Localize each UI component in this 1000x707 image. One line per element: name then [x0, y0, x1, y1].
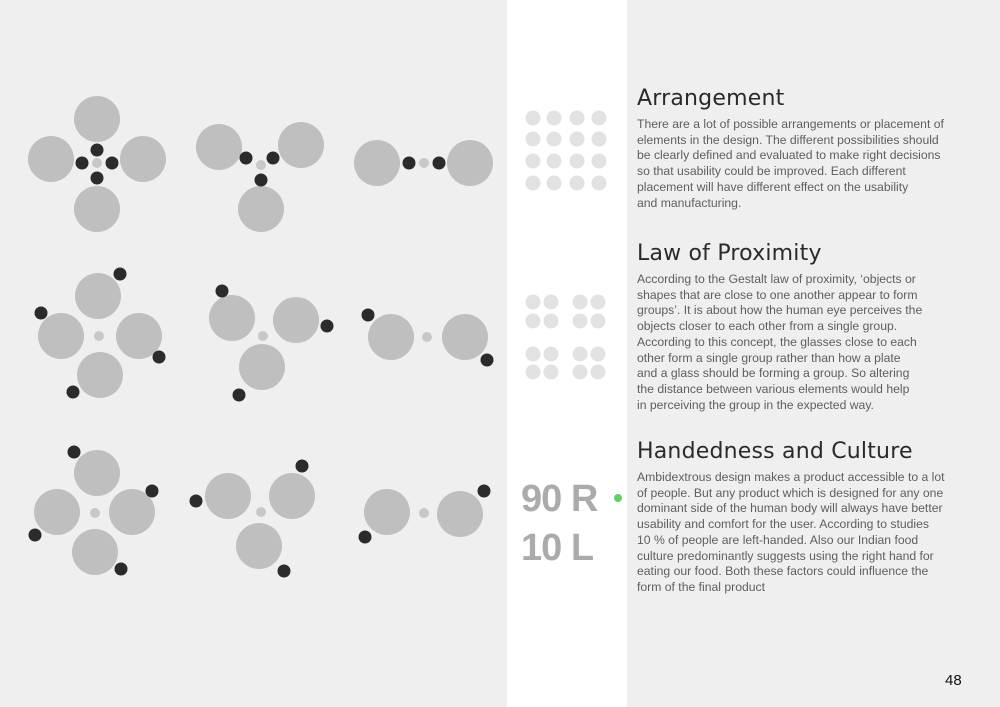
grid-dot [544, 295, 559, 310]
grid-dot [592, 176, 607, 191]
grid-dot [592, 111, 607, 126]
grid-dot [526, 347, 541, 362]
glass-dot [76, 157, 89, 170]
plate-circle [74, 186, 120, 232]
section-arrangement [637, 86, 987, 211]
section-title: Handedness and Culture [637, 439, 913, 464]
grid-dot [573, 295, 588, 310]
table-arrangement-diagram [35, 268, 166, 399]
table-arrangement-diagram [196, 122, 324, 232]
center-dot [90, 508, 100, 518]
plate-circle [74, 450, 120, 496]
middle-strip [507, 0, 627, 707]
grid-dot [570, 154, 585, 169]
grid-dot [547, 111, 562, 126]
grid-dot [526, 132, 541, 147]
plate-circle [74, 96, 120, 142]
glass-dot [255, 174, 268, 187]
clustered-dot-grid [526, 295, 606, 380]
center-dot [419, 508, 429, 518]
section-law-of-proximity [637, 241, 987, 413]
grid-dot [591, 314, 606, 329]
glass-dot [146, 485, 159, 498]
plate-circle [239, 344, 285, 390]
center-dot [256, 160, 266, 170]
plate-circle [75, 273, 121, 319]
plate-circle [238, 186, 284, 232]
center-dot [419, 158, 429, 168]
grid-dot [573, 365, 588, 380]
grid-dot [573, 314, 588, 329]
green-indicator-dot [614, 494, 622, 502]
grid-dot [570, 176, 585, 191]
glass-dot [115, 563, 128, 576]
grid-dot [526, 154, 541, 169]
grid-dot [547, 154, 562, 169]
plate-circle [442, 314, 488, 360]
grid-dot [526, 176, 541, 191]
section-body: According to the Gestalt law of proximity, ‘objects or shapes that are close to one another appear to form groups’. It is about how the human eye perceives the objects closer to each other from a single group. According to this concept, the glasses close to each other form a single group rather than how a plate and a glass should be forming a group. So altering the distance between various elements would help in perceiving the group in the expected way. [637, 272, 923, 412]
plate-circle [72, 529, 118, 575]
center-dot [92, 158, 102, 168]
glass-dot [433, 157, 446, 170]
table-arrangement-diagram [28, 96, 166, 232]
plate-circle [273, 297, 319, 343]
table-arrangement-diagram [359, 485, 491, 544]
glass-dot [216, 285, 229, 298]
grid-dot [547, 176, 562, 191]
glass-dot [67, 386, 80, 399]
glass-dot [296, 460, 309, 473]
grid-dot [591, 347, 606, 362]
grid-dot [526, 111, 541, 126]
section-body: There are a lot of possible arrangements or placement of elements in the design. The different possibilities should be clearly defined and evaluated to make right decisions so that usability could be improved. Each different placement will have different effect on the usability and manufacturing. [637, 117, 944, 210]
right-handed-stat: 90 R [521, 478, 598, 520]
page-number: 48 [945, 672, 962, 689]
glass-dot [153, 351, 166, 364]
glass-dot [68, 446, 81, 459]
plate-circle [38, 313, 84, 359]
table-arrangement-diagram [354, 140, 493, 186]
text-panel [627, 0, 1000, 707]
glass-dot [362, 309, 375, 322]
plate-circle [269, 473, 315, 519]
glass-dot [403, 157, 416, 170]
glass-dot [278, 565, 291, 578]
glass-dot [91, 172, 104, 185]
plate-circle [447, 140, 493, 186]
section-title: Law of Proximity [637, 241, 822, 266]
glass-dot [35, 307, 48, 320]
plate-circle [28, 136, 74, 182]
plate-circle [120, 136, 166, 182]
grid-dot [544, 314, 559, 329]
glass-dot [190, 495, 203, 508]
plate-circle [437, 491, 483, 537]
glass-dot [91, 144, 104, 157]
grid-dot [526, 365, 541, 380]
plate-circle [77, 352, 123, 398]
dot-grid-illustrations [507, 0, 627, 707]
section-handedness-and-culture [637, 439, 987, 596]
glass-dot [267, 152, 280, 165]
grid-dot [592, 132, 607, 147]
glass-dot [106, 157, 119, 170]
center-dot [94, 331, 104, 341]
table-arrangement-diagram [190, 460, 316, 578]
grid-dot [592, 154, 607, 169]
plate-circle [236, 523, 282, 569]
glass-dot [29, 529, 42, 542]
grid-dot [591, 365, 606, 380]
center-dot [256, 507, 266, 517]
plate-circle [354, 140, 400, 186]
grid-dot [591, 295, 606, 310]
table-arrangement-diagram [29, 446, 159, 576]
glass-dot [233, 389, 246, 402]
section-body: Ambidextrous design makes a product accessible to a lot of people. But any product which is designed for any one dominant side of the human body will always have better usability and comfort for the user. According to studies 10 % of people are left-handed. Also our Indian food culture predominantly suggests using the right hand for eating our food. Both these factors could influence the form of the final product [637, 470, 945, 594]
left-handed-stat: 10 L [521, 527, 594, 569]
plate-circle [368, 314, 414, 360]
plate-circle [278, 122, 324, 168]
glass-dot [481, 354, 494, 367]
grid-dot [526, 314, 541, 329]
grid-dot [526, 295, 541, 310]
glass-dot [240, 152, 253, 165]
plate-circle [34, 489, 80, 535]
plate-circle [196, 124, 242, 170]
glass-dot [359, 531, 372, 544]
grid-dot [573, 347, 588, 362]
grid-dot [547, 132, 562, 147]
glass-dot [114, 268, 127, 281]
grid-dot [544, 347, 559, 362]
section-title: Arrangement [637, 86, 785, 111]
plate-circle [205, 473, 251, 519]
even-dot-grid [526, 111, 607, 191]
grid-dot [570, 132, 585, 147]
glass-dot [321, 320, 334, 333]
plate-circle [364, 489, 410, 535]
center-dot [258, 331, 268, 341]
table-arrangement-diagram [362, 309, 494, 367]
grid-dot [570, 111, 585, 126]
glass-dot [478, 485, 491, 498]
grid-dot [544, 365, 559, 380]
plate-circle [209, 295, 255, 341]
table-arrangement-diagram [209, 285, 334, 402]
center-dot [422, 332, 432, 342]
